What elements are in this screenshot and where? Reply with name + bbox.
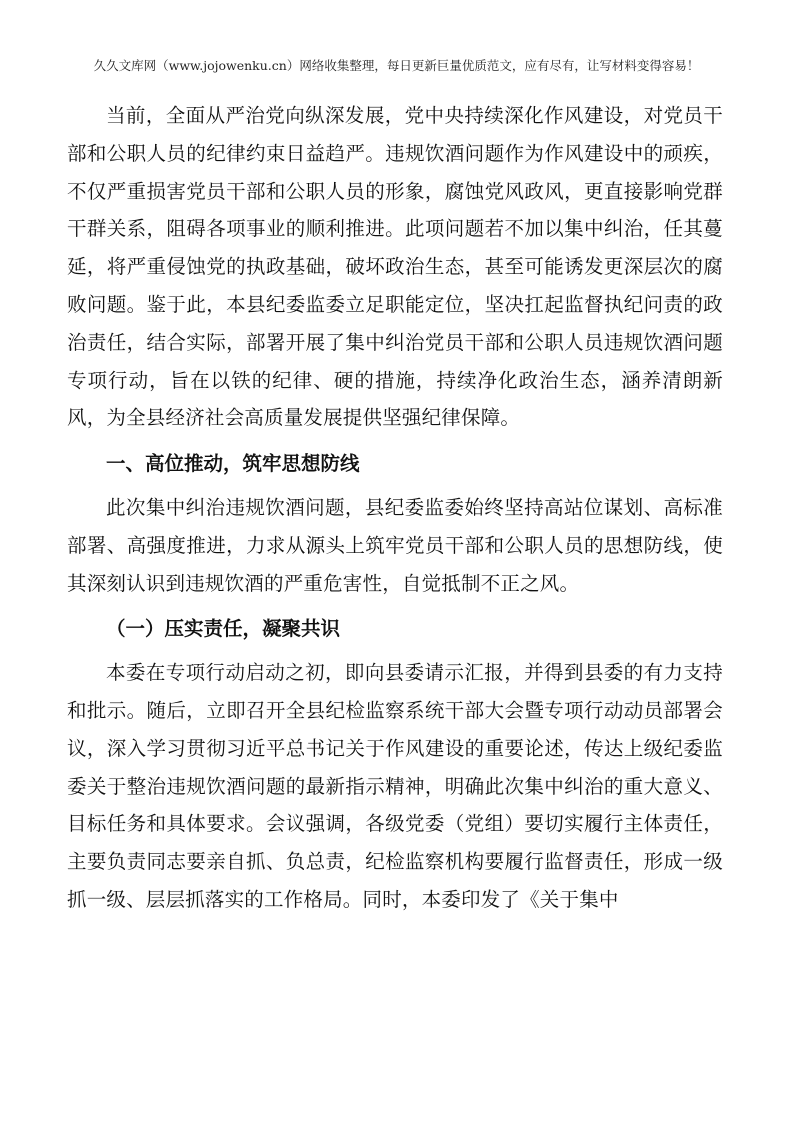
document-body <box>67 97 723 919</box>
intro-paragraph: 当前，全面从严治党向纵深发展，党中央持续深化作风建设，对党员干部和公职人员的纪律约束日益趋严。违规饮酒问题作为作风建设中的顽疾，不仅严重损害党员干部和公职人员的形象，腐蚀党风政风，更直接影响党群干群关系，阻碍各项事业的顺利推进。此项问题若不加以集中纠治，任其蔓延，将严重侵蚀党的执政基础，破坏政治生态，甚至可能诱发更深层次的腐败问题。鉴于此，本县纪委监委立足职能定位，坚决扛起监督执纪问责的政治责任，结合实际，部署开展了集中纠治党员干部和公职人员违规饮酒问题专项行动，旨在以铁的纪律、硬的措施，持续净化政治生态，涵养清朗新风，为全县经济社会高质量发展提供坚强纪律保障。 <box>67 104 723 430</box>
subsection-heading-1: （一）压实责任，凝聚共识 <box>106 617 341 641</box>
section-1-paragraph: 此次集中纠治违规饮酒问题，县纪委监委始终坚持高站位谋划、高标准部署、高强度推进，力求从源头上筑牢党员干部和公职人员的思想防线，使其深刻认识到违规饮酒的严重危害性，自觉抵制不正之风。 <box>67 495 723 595</box>
section-heading-1: 一、高位推动，筑牢思想防线 <box>106 452 360 476</box>
header-note: 久久文库网（www.jojowenku.cn）网络收集整理，每日更新巨量优质范文，应有尽有，让写材料变得容易！ <box>93 58 700 73</box>
subsection-1-paragraph: 本委在专项行动启动之初，即向县委请示汇报，并得到县委的有力支持和批示。随后，立即召开全县纪检监察系统干部大会暨专项行动动员部署会议，深入学习贯彻习近平总书记关于作风建设的重要论述，传达上级纪委监委关于整治违规饮酒问题的最新指示精神，明确此次集中纠治的重大意义、目标任务和具体要求。会议强调，各级党委（党组）要切实履行主体责任，主要负责同志要亲自抓、负总责，纪检监察机构要履行监督责任，形成一级抓一级、层层抓落实的工作格局。同时，本委印发了《关于集中 <box>67 661 723 911</box>
